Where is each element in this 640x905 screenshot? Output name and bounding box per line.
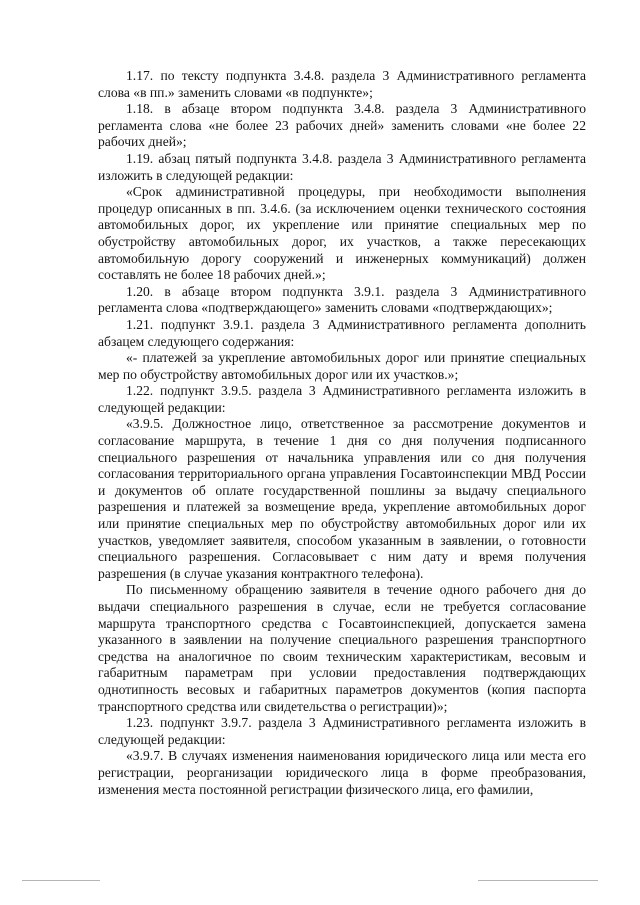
document-body (98, 68, 586, 798)
paragraph-1-17: 1.17. по тексту подпункта 3.4.8. раздела 3 Административного регламента слова «в пп.» заменить словами «в подпункте»; (98, 68, 586, 100)
quoted-paragraph-1-19: «Срок административной процедуры, при необходимости выполнения процедур описанных в пп. 3.4.6. (за исключением оценки технического состояния автомобильных дорог, их укрепление или принятие специальных мер по обустройству автомобильных дорог, их участков, а также пересекающих автомобильную дорогу сооружений и инженерных коммуникаций) должен составлять не более 18 рабочих дней.»; (98, 184, 586, 283)
paragraph-1-19: 1.19. абзац пятый подпункта 3.4.8. раздела 3 Административного регламента изложить в следующей редакции: (98, 150, 586, 183)
quoted-paragraph-3-9-7: «3.9.7. В случаях изменения наименования юридического лица или места его регистрации, реорганизации юридического лица в форме преобразования, изменения места постоянной регистрации физического лица, его фамилии, (98, 748, 586, 797)
scan-artifact-line-left (22, 880, 100, 881)
paragraph-1-21: 1.21. подпункт 3.9.1. раздела 3 Административного регламента дополнить абзацем следующего содержания: (98, 316, 586, 349)
quoted-paragraph-3-9-5: «3.9.5. Должностное лицо, ответственное за рассмотрение документов и согласование маршрута, в течение 1 дня со дня получения подписанного специального разрешения от начальника управления или со дня получения согласования территориального органа управления Госавтоинспекции МВД России и документов об оплате государственной пошлины за выдачу специального разрешения и платежей за возмещение вреда, укрепление автомобильных дорог или принятие специальных мер по обустройству автомобильных дорог или их участков, уведомляет заявителя, способом указанным в заявлении, о готовности специального разрешения. Согласовывает с ним дату и время получения разрешения (в случае указания контрактного телефона). (98, 416, 586, 581)
paragraph-1-18: 1.18. в абзаце втором подпункта 3.4.8. раздела 3 Административного регламента слова «не более 23 рабочих дней» заменить словами «не более 22 рабочих дней»; (98, 101, 586, 150)
paragraph-1-22: 1.22. подпункт 3.9.5. раздела 3 Административного регламента изложить в следующей редакции: (98, 383, 586, 415)
paragraph-written-request: По письменному обращению заявителя в течение одного рабочего дня до выдачи специального разрешения в случае, если не требуется согласование маршрута транспортного средства с Госавтоинспекцией, допускается замена указанного в заявлении на получение специального разрешения транспортного средства на аналогичное по своим техническим характеристикам, весовым и габаритным параметрам при условии предоставления подтверждающих однотипность весовых и габаритных параметров документов (копия паспорта транспортного средства или свидетельства о регистрации)»; (98, 582, 586, 714)
quoted-paragraph-1-21: «- платежей за укрепление автомобильных дорог или принятие специальных мер по обустройству автомобильных дорог или их участков.»; (98, 350, 586, 382)
scan-artifact-line-right (478, 880, 598, 881)
paragraph-1-20: 1.20. в абзаце втором подпункта 3.9.1. раздела 3 Административного регламента слова «подтверждающего» заменить словами «подтверждающих»; (98, 283, 586, 316)
paragraph-1-23: 1.23. подпункт 3.9.7. раздела 3 Административного регламента изложить в следующей редакции: (98, 715, 586, 747)
